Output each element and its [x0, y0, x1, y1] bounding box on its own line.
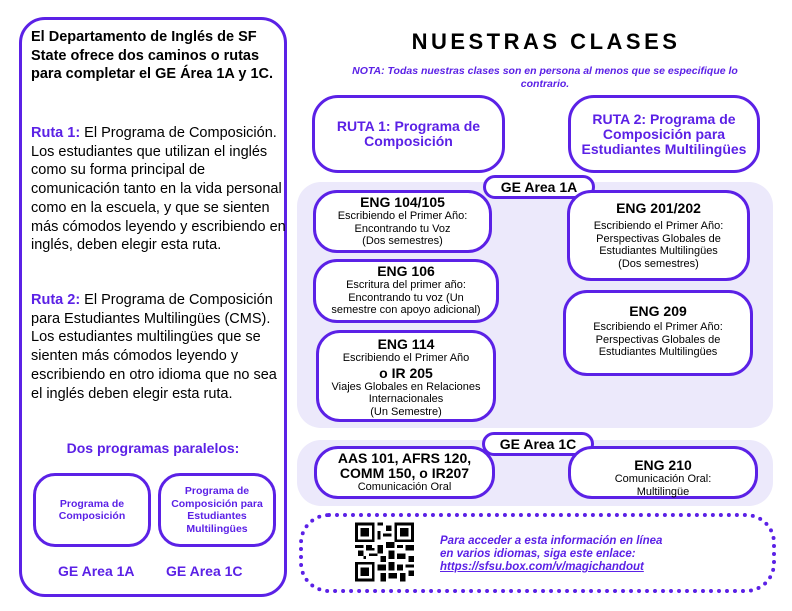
- course-desc-line: Escribiendo el Primer Año:: [593, 220, 724, 232]
- route1-header-label: RUTA 1: Programa de Composición: [336, 118, 481, 149]
- online-info-line: en varios idiomas, siga este enlace:: [440, 548, 636, 560]
- intro-text: El Departamento de Inglés de SF State ofrece dos caminos o rutas para completar el GE Área 1A y 1C.: [31, 29, 274, 82]
- online-info-text: [440, 535, 700, 574]
- note-text: NOTA: Todas nuestras clases son en persona al menos que se especifique lo contrario.: [352, 65, 738, 90]
- course-desc-line: Estudiantes Multilingües: [598, 346, 718, 358]
- course-desc-line: Internacionales: [368, 393, 444, 405]
- online-info-line: Para acceder a esta información en línea: [440, 535, 663, 547]
- route2-text: El Programa de Composición para Estudiantes Multilingües (CMS). Los estudiantes multilingües que se sienten más cómodos leyendo y escribiendo en otro idioma que no sea el inglés deben elegir esta ruta.: [31, 292, 277, 402]
- course-desc-line: Perspectivas Globales de: [595, 333, 721, 346]
- route1-description: [31, 124, 287, 255]
- course-desc-line: Viajes Globales en Relaciones: [331, 380, 481, 393]
- course-card-eng-201-202: [567, 190, 750, 281]
- course-card-eng-210: [568, 446, 758, 499]
- course-desc-line: semestre con apoyo adicional): [331, 304, 481, 316]
- ge-area-1a-tag: GE Area 1A: [483, 175, 595, 199]
- route1-label: Ruta 1:: [31, 125, 81, 141]
- course-desc-line: Escribiendo el Primer Año: [342, 352, 470, 364]
- course-desc-line: Encontrando tu voz (Un: [348, 291, 464, 304]
- course-code: AAS 101, AFRS 120,: [337, 450, 472, 466]
- course-code: ENG 106: [377, 263, 435, 279]
- course-desc-line: Multilingüe: [636, 485, 690, 498]
- area-1c-label: GE Area 1C: [166, 563, 243, 579]
- page-title: NUESTRAS CLASES: [411, 29, 681, 54]
- course-desc-line: Encontrando tu Voz: [354, 222, 451, 235]
- parallel-programs-title: Dos programas paralelos:: [66, 440, 240, 456]
- course-desc-line: Estudiantes Multilingües: [599, 245, 718, 257]
- program-multilingual-label: Programa de Composición para Estudiantes Multilingües: [171, 485, 263, 535]
- course-code: ENG 210: [634, 457, 692, 473]
- qr-code-icon[interactable]: [355, 522, 414, 582]
- program-composition-label: Programa de Composición: [58, 497, 126, 522]
- course-code: COMM 150, o IR207: [339, 465, 470, 481]
- course-desc-line: Escritura del primer año:: [346, 279, 466, 291]
- course-desc-line: (Un Semestre): [370, 405, 442, 418]
- course-desc-line: Perspectivas Globales de: [596, 232, 721, 245]
- course-code: ENG 104/105: [360, 194, 445, 210]
- program-multilingual-box: [158, 473, 276, 547]
- course-desc-line: Escribiendo el Primer Año:: [337, 210, 468, 222]
- course-desc-line: Comunicación Oral:: [614, 473, 712, 485]
- route2-label: Ruta 2:: [31, 292, 81, 308]
- course-card-eng-209: [563, 290, 753, 376]
- course-alt-code: o IR 205: [379, 364, 433, 381]
- course-code: ENG 209: [629, 303, 687, 319]
- course-card-eng-106: [313, 259, 499, 323]
- course-card-aas-afrs-comm-ir: [314, 446, 495, 499]
- course-desc-line: Comunicación Oral: [357, 481, 452, 493]
- course-desc-line: Escribiendo el Primer Año:: [593, 321, 723, 333]
- program-composition-box: [33, 473, 151, 547]
- course-desc-line: (Dos semestres): [362, 235, 443, 247]
- course-card-eng-104-105: [313, 190, 492, 253]
- ge-area-1c-tag: GE Area 1C: [482, 432, 594, 456]
- handout-link[interactable]: https://sfsu.box.com/v/magichandout: [440, 561, 644, 573]
- route1-text: El Programa de Composición. Los estudiantes que utilizan el inglés como su forma principal de comunicación tanto en la vida personal como en la escuela, y que se sienten más cómodos leyendo y escribiendo en inglés, deben elegir esta ruta.: [31, 125, 286, 254]
- route2-header-label: RUTA 2: Programa de Composición para Estudiantes Multilingües: [581, 110, 747, 157]
- route1-header-box: [312, 95, 505, 173]
- area-1a-label: GE Area 1A: [58, 563, 135, 579]
- left-info-panel: [19, 17, 287, 597]
- route2-header-box: [568, 95, 760, 173]
- route2-description: [31, 291, 287, 403]
- course-card-eng-114-ir-205: [316, 330, 496, 422]
- course-desc-line: (Dos semestres): [618, 257, 699, 270]
- course-code: ENG 201/202: [616, 200, 701, 216]
- course-code: ENG 114: [377, 336, 435, 352]
